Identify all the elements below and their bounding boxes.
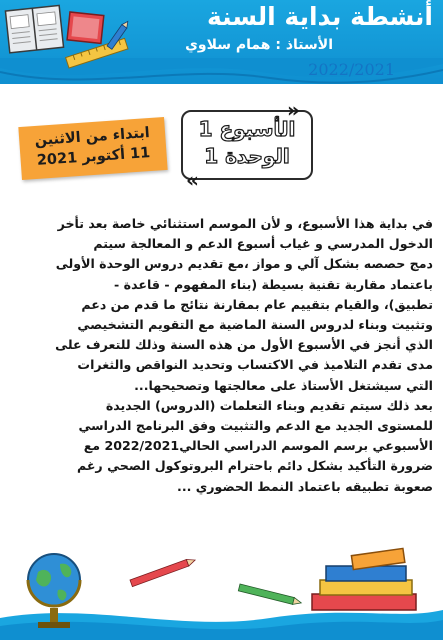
start-date-badge <box>18 117 167 180</box>
body-line: بعد ذلك سيتم تقديم وبناء التعلمات (الدروس) الجديدة <box>105 397 433 413</box>
school-year: 2022/2021 <box>308 60 395 79</box>
double-chevron-left-icon: « <box>186 168 199 192</box>
body-line: التي سيشتغل الأستاذ على معالجتها وتصحيحها... <box>134 377 433 393</box>
body-line: في بداية هذا الأسبوع، و لأن الموسم استثنائي خاصة بعد تأخر <box>57 216 433 231</box>
body-line: ضرورة التأكيد بشكل دائم باحترام البروتوكول الصحي رغم <box>76 458 433 474</box>
unit-label: الوحدة 1 <box>204 144 290 168</box>
body-line: صعوبة تطبيقه باعتماد النمط الحضوري ... <box>177 478 433 494</box>
week-label: الأسبوع 1 <box>198 117 296 141</box>
books-and-ruler-illustration-icon <box>2 0 134 72</box>
start-date-line1: ابتداء من الاثنين <box>34 125 151 150</box>
body-line: وتثبيت وبناء لدروس السنة الماضية مع التقويم التشخيصي <box>77 317 433 333</box>
body-line: الذي أنجز في الأسبوع الأول من هذه السنة وذلك للتعرف على <box>55 337 433 353</box>
body-line: تطبيق)، والقيام بتقييم عام بمقارنة نتائج ما قدم من دعم <box>81 296 433 312</box>
body-line: باعتماد مقاربة تقنية بسيطة (بناء المفهوم - قاعدة - <box>114 276 433 292</box>
double-chevron-right-icon: » <box>287 98 300 122</box>
body-paragraph <box>12 214 433 497</box>
teacher-name: الأستاذ : همام سلاوي <box>185 37 333 53</box>
body-line: الدخول المدرسي و غياب أسبوع الدعم و المعالجة سيتم <box>93 236 433 252</box>
body-line: للمستوى الجديد مع الدعم والتثبيت وفق البرنامج الدراسي <box>78 418 433 434</box>
page-title: أنشطة بداية السنة <box>206 2 433 31</box>
body-line: مدى تقدم التلاميذ في الاكتساب وتحديد النواقص والثغرات <box>77 357 433 373</box>
body-line: دمج حصصه بشكل آلي و مواز ،مع تقديم دروس الوحدة الأولى <box>55 256 433 272</box>
body-line: الأسبوعي برسم الموسم الدراسي الحالي2022/2021 مع <box>83 438 433 454</box>
school-supplies-illustration-icon <box>0 540 443 640</box>
start-date-line2: 11 أكتوبر 2021 <box>36 145 151 169</box>
